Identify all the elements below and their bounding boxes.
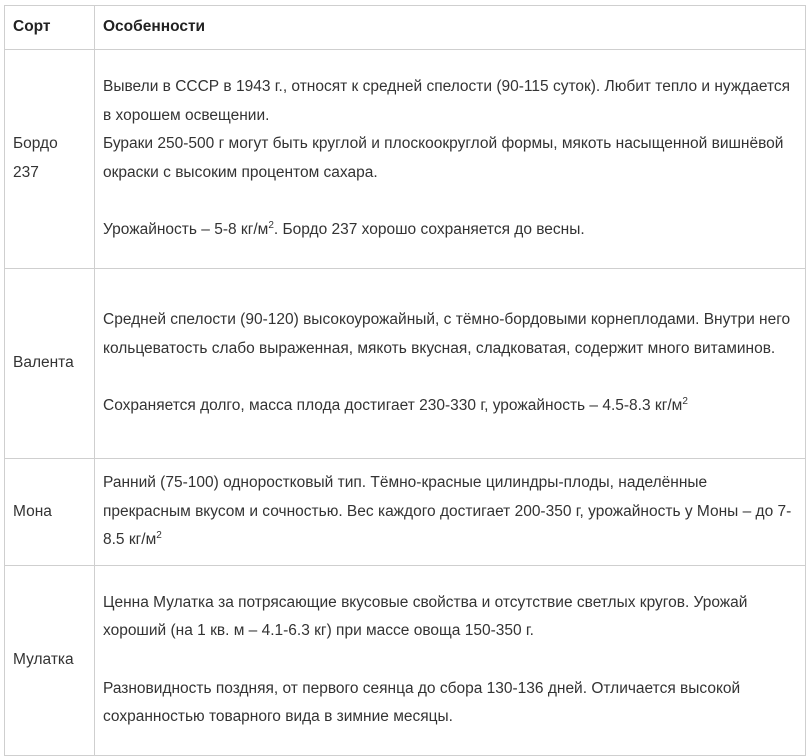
storage-text: Сохраняется долго, масса плода достигает 230-330 г, урожайность – 4.5-8.3 кг/м xyxy=(103,397,683,415)
blank-line xyxy=(103,646,797,675)
description-paragraph: Средней спелости (90-120) высокоурожайный, с тёмно-бордовыми корнеплодами. Внутри него кольцеватость слабо выраженная, мякоть вкусная, сладковатая, содержит много витаминов. xyxy=(103,311,791,357)
superscript-2: 2 xyxy=(156,530,162,542)
description-paragraph xyxy=(103,469,797,555)
storage-text: . Бордо 237 хорошо сохраняется до весны. xyxy=(273,221,585,239)
description-paragraph: Вывели в СССР в 1943 г., относят к средней спелости (90-115 суток). Любит тепло и нуждается в хорошем освещении. xyxy=(103,78,791,124)
variety-name: Валента xyxy=(5,269,95,459)
header-features: Особенности xyxy=(95,6,806,50)
blank-line xyxy=(103,364,797,393)
variety-name: Бордо 237 xyxy=(5,50,95,269)
table-header xyxy=(5,6,806,50)
superscript-2: 2 xyxy=(682,396,688,408)
description-paragraph: Разновидность поздняя, от первого сеянца до сбора 130-136 дней. Отличается высокой сохранностью товарного вида в зимние месяцы. xyxy=(103,679,741,726)
description-text: Ранний (75-100) одноростковый тип. Тёмно-красные цилиндры-плоды, наделённые прекрасным вкусом и сочностью. Вес каждого достигает 200-350 г, урожайность у Моны – до 7-8.5 кг/м xyxy=(103,474,792,549)
description-paragraph xyxy=(103,392,797,421)
yield-text: Урожайность – 5-8 кг/м xyxy=(103,221,269,239)
variety-description xyxy=(95,50,806,269)
superscript-2: 2 xyxy=(268,220,274,232)
header-row xyxy=(5,6,806,50)
variety-name: Мона xyxy=(5,459,95,566)
table-row xyxy=(5,459,806,566)
variety-description xyxy=(95,565,806,755)
variety-description xyxy=(95,269,806,459)
table-row xyxy=(5,50,806,269)
header-variety: Сорт xyxy=(5,6,95,50)
blank-line xyxy=(103,188,797,217)
beet-varieties-table xyxy=(4,5,806,756)
description-paragraph: Бураки 250-500 г могут быть круглой и плоскоокруглой формы, мякоть насыщенной вишнёвой окраски с высоким процентом сахара. xyxy=(103,135,784,181)
variety-description xyxy=(95,459,806,566)
description-paragraph xyxy=(103,216,797,245)
table-row xyxy=(5,565,806,755)
table-row xyxy=(5,269,806,459)
variety-name: Мулатка xyxy=(5,565,95,755)
description-paragraph: Ценна Мулатка за потрясающие вкусовые свойства и отсутствие светлых кругов. Урожай хороший (на 1 кв. м – 4.1-6.3 кг) при массе овоща 150-350 г. xyxy=(103,593,748,640)
